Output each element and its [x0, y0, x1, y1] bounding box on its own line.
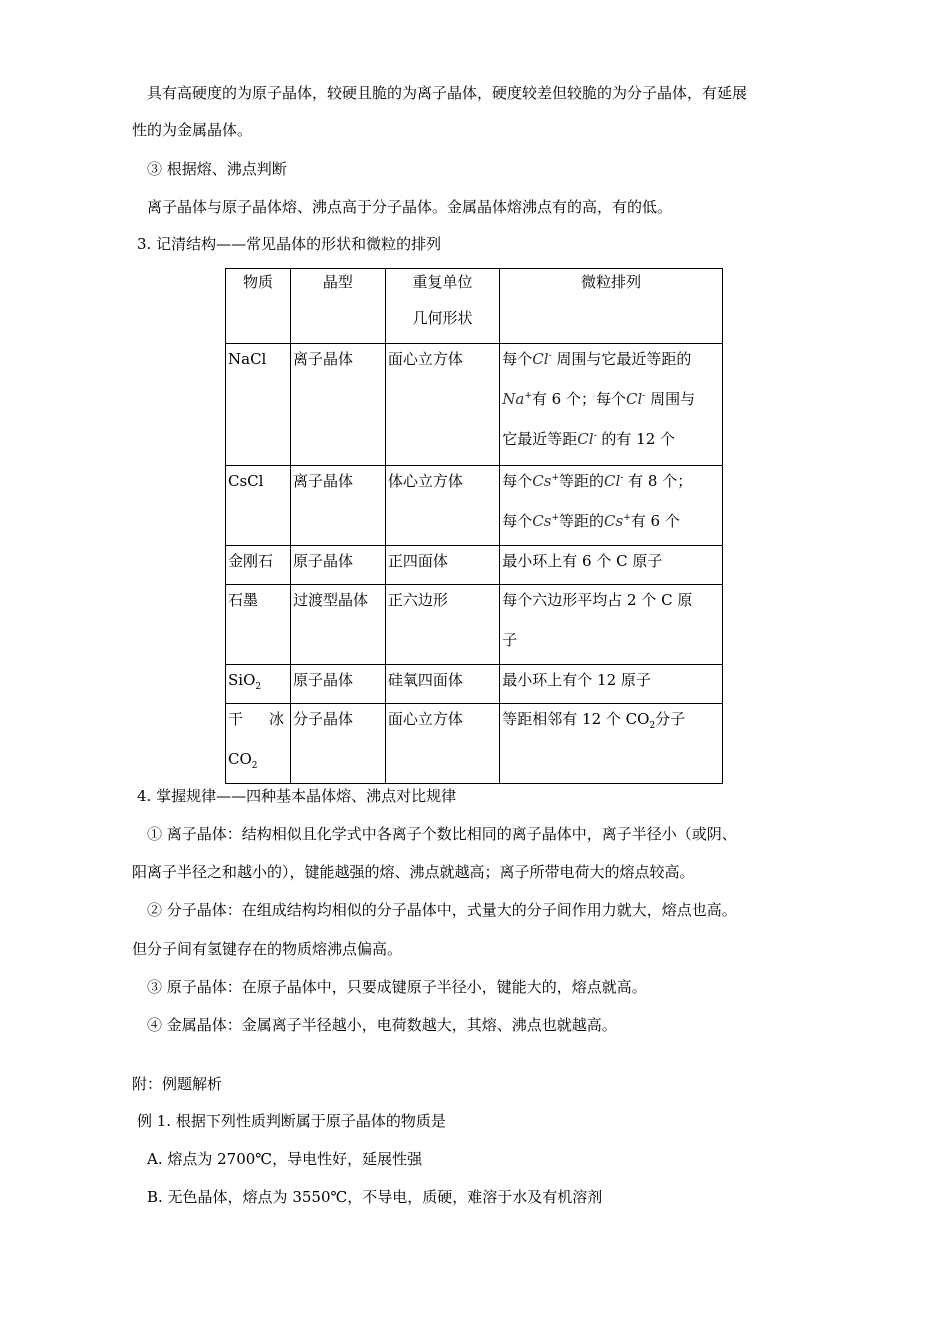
rule3: ③ 原子晶体：在原子晶体中，只要成键原子半径小，键能大的，熔点就高。 [147, 978, 647, 996]
para1-line1: 具有高硬度的为原子晶体，较硬且脆的为离子晶体，硬度较差但较脆的为分子晶体，有延展 [147, 84, 748, 102]
table-row: 石墨 过渡型晶体 正六边形 每个六边形平均占 2 个 C 原 子 [226, 585, 723, 665]
header-repeat-unit: 重复单位 几何形状 [385, 269, 499, 344]
header-substance: 物质 [226, 269, 291, 344]
rule4: ④ 金属晶体：金属离子半径越小，电荷数越大，其熔、沸点也就越高。 [147, 1016, 617, 1034]
rule2-line1: ② 分子晶体：在组成结构均相似的分子晶体中，式量大的分子间作用力就大，熔点也高。 [147, 901, 737, 919]
option-b: B. 无色晶体，熔点为 3550℃，不导电，质硬，难溶于水及有机溶剂 [147, 1188, 603, 1206]
item3-title: ③ 根据熔、沸点判断 [147, 160, 287, 178]
crystal-structure-table [225, 268, 723, 784]
para1-line2: 性的为金属晶体。 [132, 121, 253, 139]
header-crystal-type: 晶型 [290, 269, 385, 344]
item3-text: 离子晶体与原子晶体熔、沸点高于分子晶体。金属晶体熔沸点有的高，有的低。 [147, 198, 673, 216]
rule2-line2: 但分子间有氢键存在的物质熔沸点偏高。 [132, 940, 403, 958]
table-row: SiO$_2$ 原子晶体 硅氧四面体 最小环上有个 12 原子 [226, 665, 723, 704]
table-row: CsCl 离子晶体 体心立方体 每个Cs+等距的Cl- 有 8 个； 每个Cs+等距的Cs+有 6 个 [226, 466, 723, 546]
table-row: 干 冰 $CO_2$ 分子晶体 面心立方体 等距相邻有 12 个 $CO_2$分子 [226, 704, 723, 784]
section3-title: 3. 记清结构——常见晶体的形状和微粒的排列 [137, 235, 442, 253]
appendix-title: 附：例题解析 [132, 1075, 223, 1093]
rule1-line2: 阳离子半径之和越小的），键能越强的熔、沸点就越高；离子所带电荷大的熔点较高。 [132, 863, 695, 881]
table-row: 金刚石 原子晶体 正四面体 最小环上有 6 个 C 原子 [226, 546, 723, 585]
table-row: NaCl 离子晶体 面心立方体 每个Cl- 周围与它最近等距的 Na+有 6 个；每个Cl- 周围与 它最近等距Cl- 的有 12 个 [226, 344, 723, 466]
option-a: A. 熔点为 2700℃，导电性好，延展性强 [147, 1150, 423, 1168]
section4-title: 4. 掌握规律——四种基本晶体熔、沸点对比规律 [137, 787, 457, 805]
example1-question: 例 1. 根据下列性质判断属于原子晶体的物质是 [137, 1112, 446, 1130]
table-header-row [226, 269, 723, 344]
header-particle-arrangement: 微粒排列 [500, 269, 723, 344]
rule1-line1: ① 离子晶体：结构相似且化学式中各离子个数比相同的离子晶体中，离子半径小（或阴、 [147, 825, 737, 843]
